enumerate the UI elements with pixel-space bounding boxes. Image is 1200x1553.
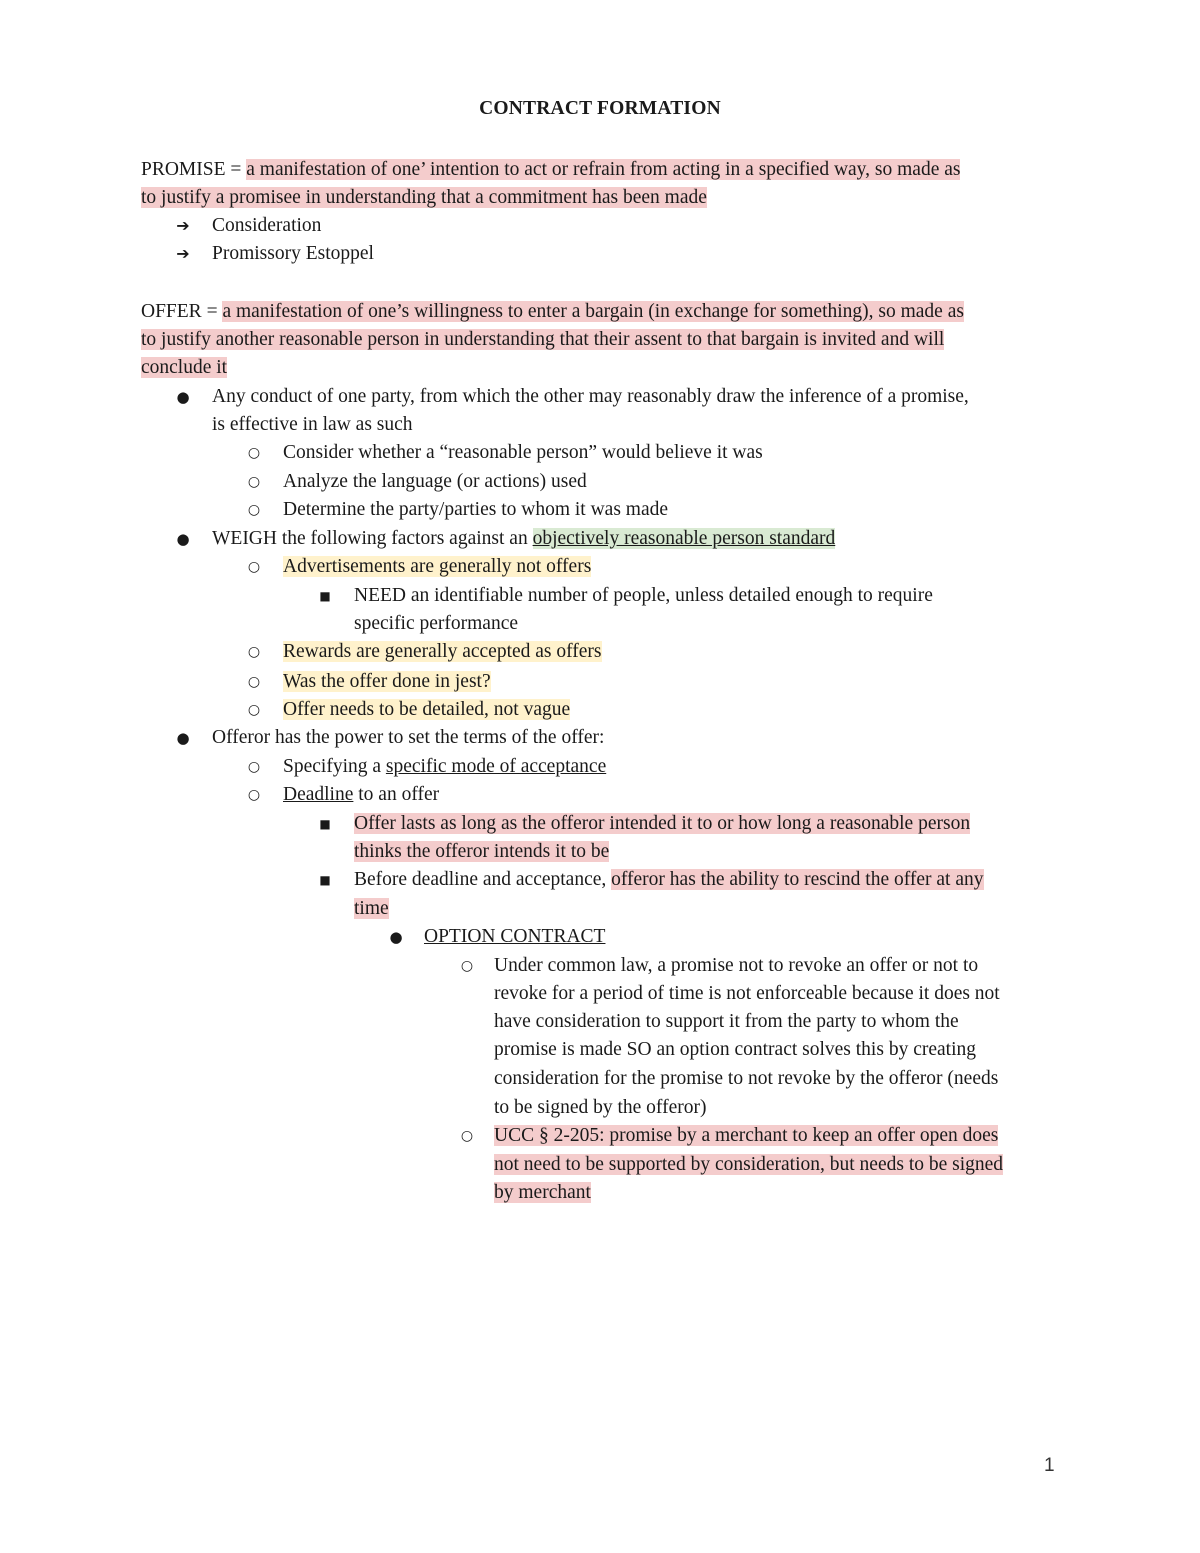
circle-bullet-icon: ○ xyxy=(460,958,474,974)
offer-label: OFFER = xyxy=(141,301,223,322)
common-law-line-3: have consideration to support it from the party to whom the xyxy=(494,1011,959,1032)
square-bullet-icon: ■ xyxy=(319,817,331,831)
arrow-bullet-icon: ➔ xyxy=(176,244,190,263)
circle-bullet-icon: ○ xyxy=(460,1128,474,1144)
circle-bullet-icon: ○ xyxy=(247,644,261,660)
circle-bullet-icon: ○ xyxy=(247,474,261,490)
circle-bullet-icon: ○ xyxy=(247,674,261,690)
page-number: 1 xyxy=(1044,1455,1055,1476)
promise-item-consideration: Consideration xyxy=(212,215,322,236)
deadline-lasts-line-1: Offer lasts as long as the offeror intended it to or how long a reasonable person xyxy=(354,813,971,834)
promise-definition-line-2 xyxy=(141,184,707,212)
promise-label: PROMISE = xyxy=(141,159,247,180)
ucc-line-3: by merchant xyxy=(494,1182,591,1203)
deadline-lasts-line-2: thinks the offeror intends it to be xyxy=(354,841,610,862)
promise-definition-2: to justify a promisee in understanding that a commitment has been made xyxy=(141,187,707,208)
circle-bullet-icon: ○ xyxy=(247,759,261,775)
common-law-line-4: promise is made SO an option contract solves this by creating xyxy=(494,1039,976,1060)
conduct-sub-parties: Determine the party/parties to whom it was made xyxy=(283,499,669,520)
offer-weigh-line xyxy=(212,525,835,553)
disc-bullet-icon: ● xyxy=(176,388,190,406)
weigh-prefix: WEIGH the following factors against an xyxy=(212,528,533,549)
offer-conduct-line-2: is effective in law as such xyxy=(212,414,413,435)
deadline-word: Deadline xyxy=(283,784,354,805)
promise-definition-line-1 xyxy=(141,156,960,184)
arrow-bullet-icon: ➔ xyxy=(176,216,190,235)
offeror-power: Offeror has the power to set the terms of the offer: xyxy=(212,727,605,748)
common-law-line-5: consideration for the promise to not revoke by the offeror (needs xyxy=(494,1068,999,1089)
conduct-sub-language: Analyze the language (or actions) used xyxy=(283,471,587,492)
weigh-standard: objectively reasonable person standard xyxy=(532,528,836,549)
disc-bullet-icon: ● xyxy=(176,530,190,548)
promise-item-promissory-estoppel: Promissory Estoppel xyxy=(212,243,374,264)
weigh-rewards: Rewards are generally accepted as offers xyxy=(283,641,602,662)
disc-bullet-icon: ● xyxy=(176,729,190,747)
common-law-line-1: Under common law, a promise not to revoke an offer or not to xyxy=(494,955,979,976)
specific-mode-of-acceptance: specific mode of acceptance xyxy=(385,756,607,777)
common-law-line-6: to be signed by the offeror) xyxy=(494,1097,707,1118)
deadline-before-line-1: Before deadline and acceptance, offeror has the ability to rescind the offer at any xyxy=(354,869,984,890)
advertisements-need-line-1: NEED an identifiable number of people, unless detailed enough to require xyxy=(354,585,933,606)
page-title: CONTRACT FORMATION xyxy=(479,98,721,119)
power-specifying-mode: Specifying a specific mode of acceptance xyxy=(283,756,607,777)
disc-bullet-icon: ● xyxy=(389,928,403,946)
square-bullet-icon: ■ xyxy=(319,873,331,887)
offer-definition-line-3 xyxy=(141,354,227,382)
square-bullet-icon: ■ xyxy=(319,589,331,603)
offer-definition-2: to justify another reasonable person in understanding that their assent to that bargain is invited and will xyxy=(141,329,945,350)
option-contract-heading: OPTION CONTRACT xyxy=(424,926,606,947)
deadline-before-line-2: time xyxy=(354,898,389,919)
promise-definition-1: a manifestation of one’ intention to act or refrain from acting in a specified way, so made as xyxy=(246,159,961,180)
weigh-jest: Was the offer done in jest? xyxy=(283,671,491,692)
circle-bullet-icon: ○ xyxy=(247,702,261,718)
offer-definition-1: a manifestation of one’s willingness to enter a bargain (in exchange for something), so made as xyxy=(222,301,964,322)
offer-definition-line-1 xyxy=(141,298,964,326)
power-deadline: Deadline to an offer xyxy=(283,784,440,805)
circle-bullet-icon: ○ xyxy=(247,559,261,575)
offer-conduct-line-1: Any conduct of one party, from which the other may reasonably draw the inference of a promise, xyxy=(212,386,969,407)
offer-definition-3: conclude it xyxy=(141,357,228,378)
conduct-sub-reasonable-person: Consider whether a “reasonable person” would believe it was xyxy=(283,442,763,463)
weigh-detailed: Offer needs to be detailed, not vague xyxy=(283,699,571,720)
circle-bullet-icon: ○ xyxy=(247,502,261,518)
advertisements-need-line-2: specific performance xyxy=(354,613,519,634)
offer-definition-line-2 xyxy=(141,326,944,354)
ucc-line-2: not need to be supported by consideration, but needs to be signed xyxy=(494,1154,1004,1175)
weigh-advertisements: Advertisements are generally not offers xyxy=(283,556,592,577)
ucc-line-1: UCC § 2-205: promise by a merchant to keep an offer open does xyxy=(494,1125,999,1146)
circle-bullet-icon: ○ xyxy=(247,787,261,803)
common-law-line-2: revoke for a period of time is not enforceable because it does not xyxy=(494,983,1000,1004)
circle-bullet-icon: ○ xyxy=(247,445,261,461)
